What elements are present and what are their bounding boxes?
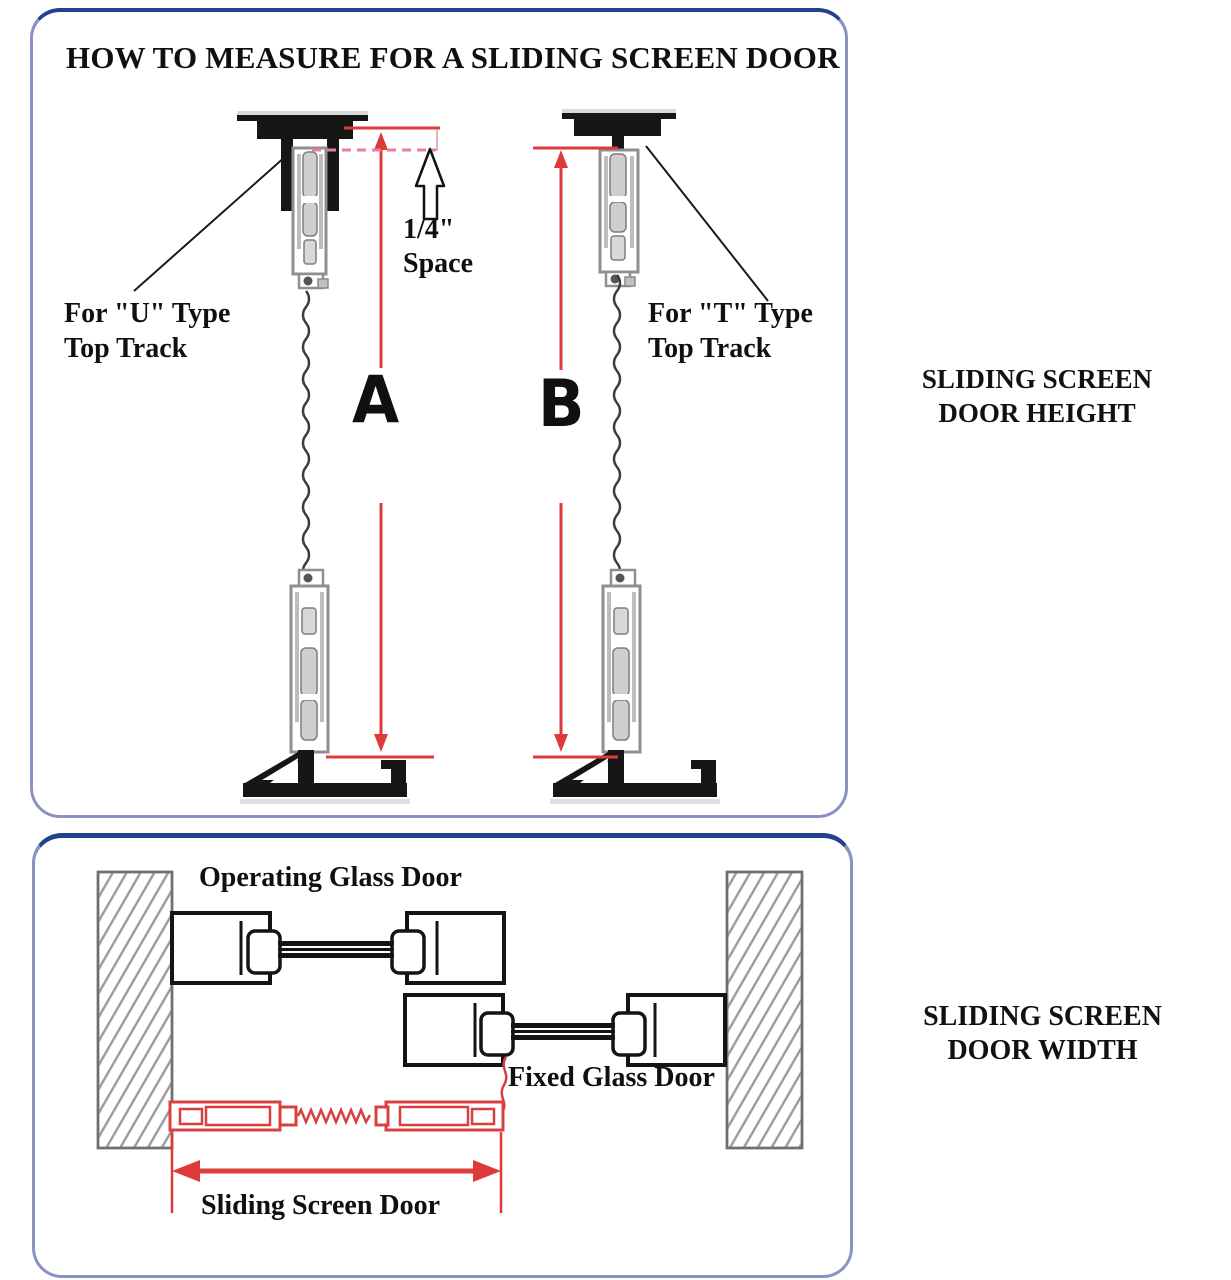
leader-line-u-track <box>134 156 286 291</box>
wall-right <box>727 872 802 1148</box>
bottom-roller-carriage-right <box>603 570 640 752</box>
top-roller-carriage-left <box>293 148 328 288</box>
fixed-glass-door-drawing <box>405 995 725 1065</box>
bottom-roller-carriage-left <box>291 570 328 752</box>
dimension-b-letter: B <box>538 366 585 442</box>
page-title: HOW TO MEASURE FOR A SLIDING SCREEN DOOR <box>66 40 840 75</box>
t-track-label-line2: Top Track <box>648 333 772 364</box>
operating-glass-door-drawing <box>172 913 504 983</box>
screen-door-label: Sliding Screen Door <box>201 1190 441 1221</box>
height-caption <box>882 362 1192 430</box>
top-roller-carriage-right <box>600 150 638 286</box>
hanger-chain-left <box>303 291 309 579</box>
quarter-inch-value: 1/4" <box>403 214 455 245</box>
height-caption-line1: SLIDING SCREEN <box>921 364 1153 394</box>
fixed-door-label: Fixed Glass Door <box>508 1062 715 1093</box>
sliding-screen-door-drawing <box>170 1102 503 1130</box>
u-track-label <box>64 296 230 366</box>
dimension-a-letter: A <box>352 362 400 438</box>
wall-left <box>98 872 172 1148</box>
width-caption <box>885 1000 1200 1068</box>
quarter-inch-word: Space <box>403 248 473 279</box>
width-caption-line2: DOOR WIDTH <box>947 1035 1138 1066</box>
leader-line-t-track <box>646 146 768 301</box>
width-caption-line1: SLIDING SCREEN <box>923 1001 1162 1032</box>
operating-door-label: Operating Glass Door <box>199 862 462 893</box>
quarter-inch-space-label <box>403 213 473 281</box>
u-track-label-line1: For "U" Type <box>64 298 231 329</box>
u-track-label-line2: Top Track <box>64 333 188 364</box>
height-caption-line2: DOOR HEIGHT <box>938 398 1136 428</box>
t-track-label-line1: For "T" Type <box>648 298 813 329</box>
hanger-chain-right <box>614 275 620 579</box>
t-track-label <box>648 296 813 366</box>
up-arrow-icon <box>416 149 444 219</box>
